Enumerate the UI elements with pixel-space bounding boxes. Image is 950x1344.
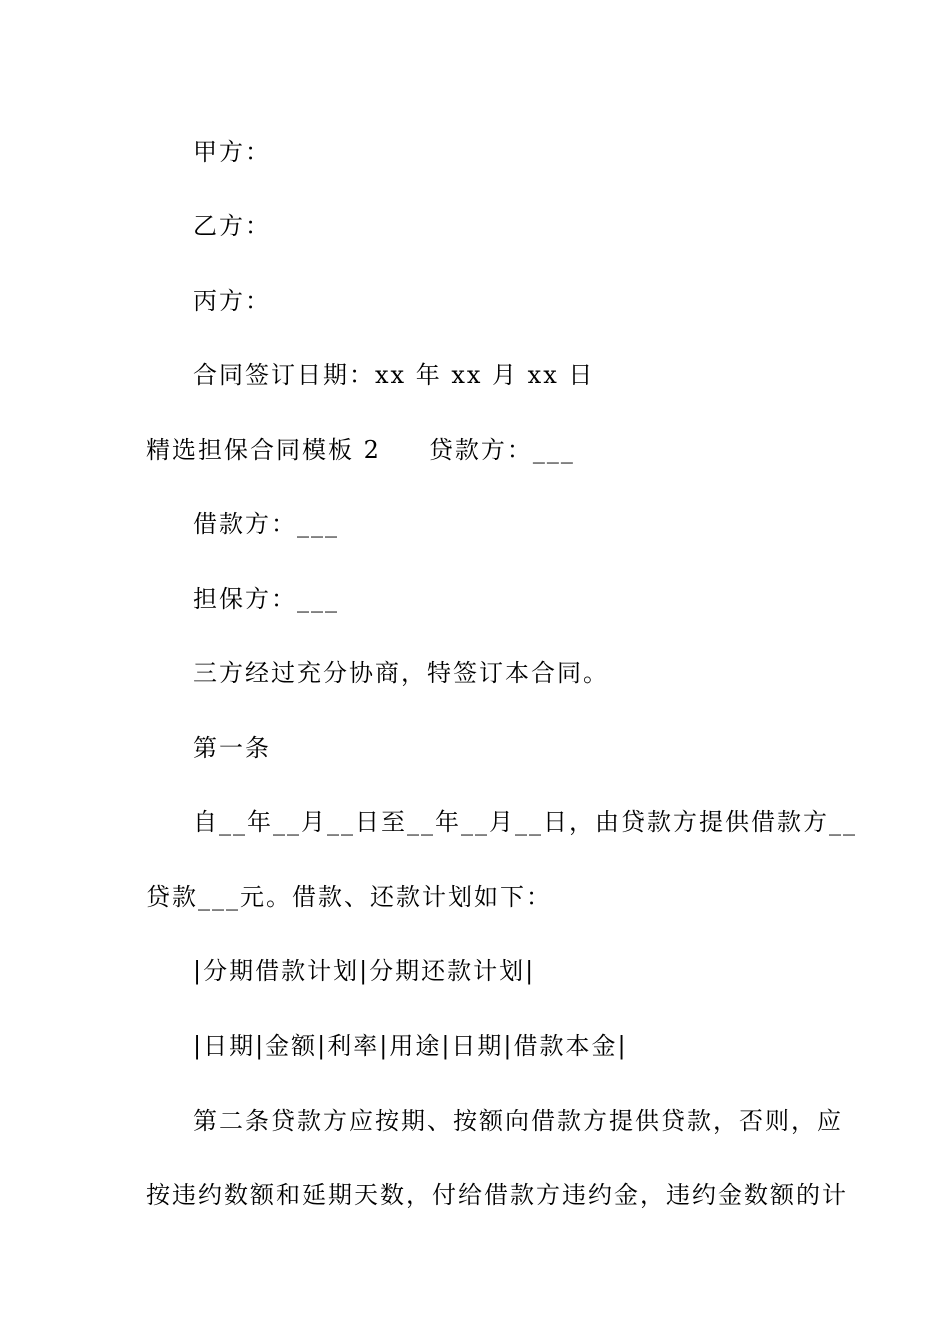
lender-line: 贷款方：___ — [428, 436, 575, 464]
borrower-line: 借款方：___ — [193, 510, 339, 538]
article-two-text-line-2: 按违约数额和延期天数，付给借款方违约金，违约金数额的计 — [146, 1181, 848, 1209]
section-title-row — [146, 434, 575, 466]
signing-date-line: 合同签订日期：xx 年 xx 月 xx 日 — [193, 361, 595, 389]
article-one-heading: 第一条 — [193, 734, 271, 762]
article-two-text-line-1: 第二条贷款方应按期、按额向借款方提供贷款，否则，应 — [193, 1107, 843, 1135]
article-one-text-line-1: 自__年__月__日至__年__月__日，由贷款方提供借款方__ — [193, 808, 857, 836]
agreement-intro-line: 三方经过充分协商，特签订本合同。 — [193, 659, 609, 687]
party-c-line: 丙方： — [193, 287, 271, 315]
party-b-line: 乙方： — [193, 212, 271, 240]
plan-table-columns-row: |日期|金额|利率|用途|日期|借款本金| — [193, 1032, 628, 1060]
plan-table-header-row: |分期借款计划|分期还款计划| — [193, 957, 536, 985]
article-one-text-line-2: 贷款___元。借款、还款计划如下： — [146, 883, 552, 911]
party-a-line: 甲方： — [193, 138, 271, 166]
section-title: 精选担保合同模板 2 — [146, 436, 381, 464]
guarantor-line: 担保方：___ — [193, 585, 339, 613]
